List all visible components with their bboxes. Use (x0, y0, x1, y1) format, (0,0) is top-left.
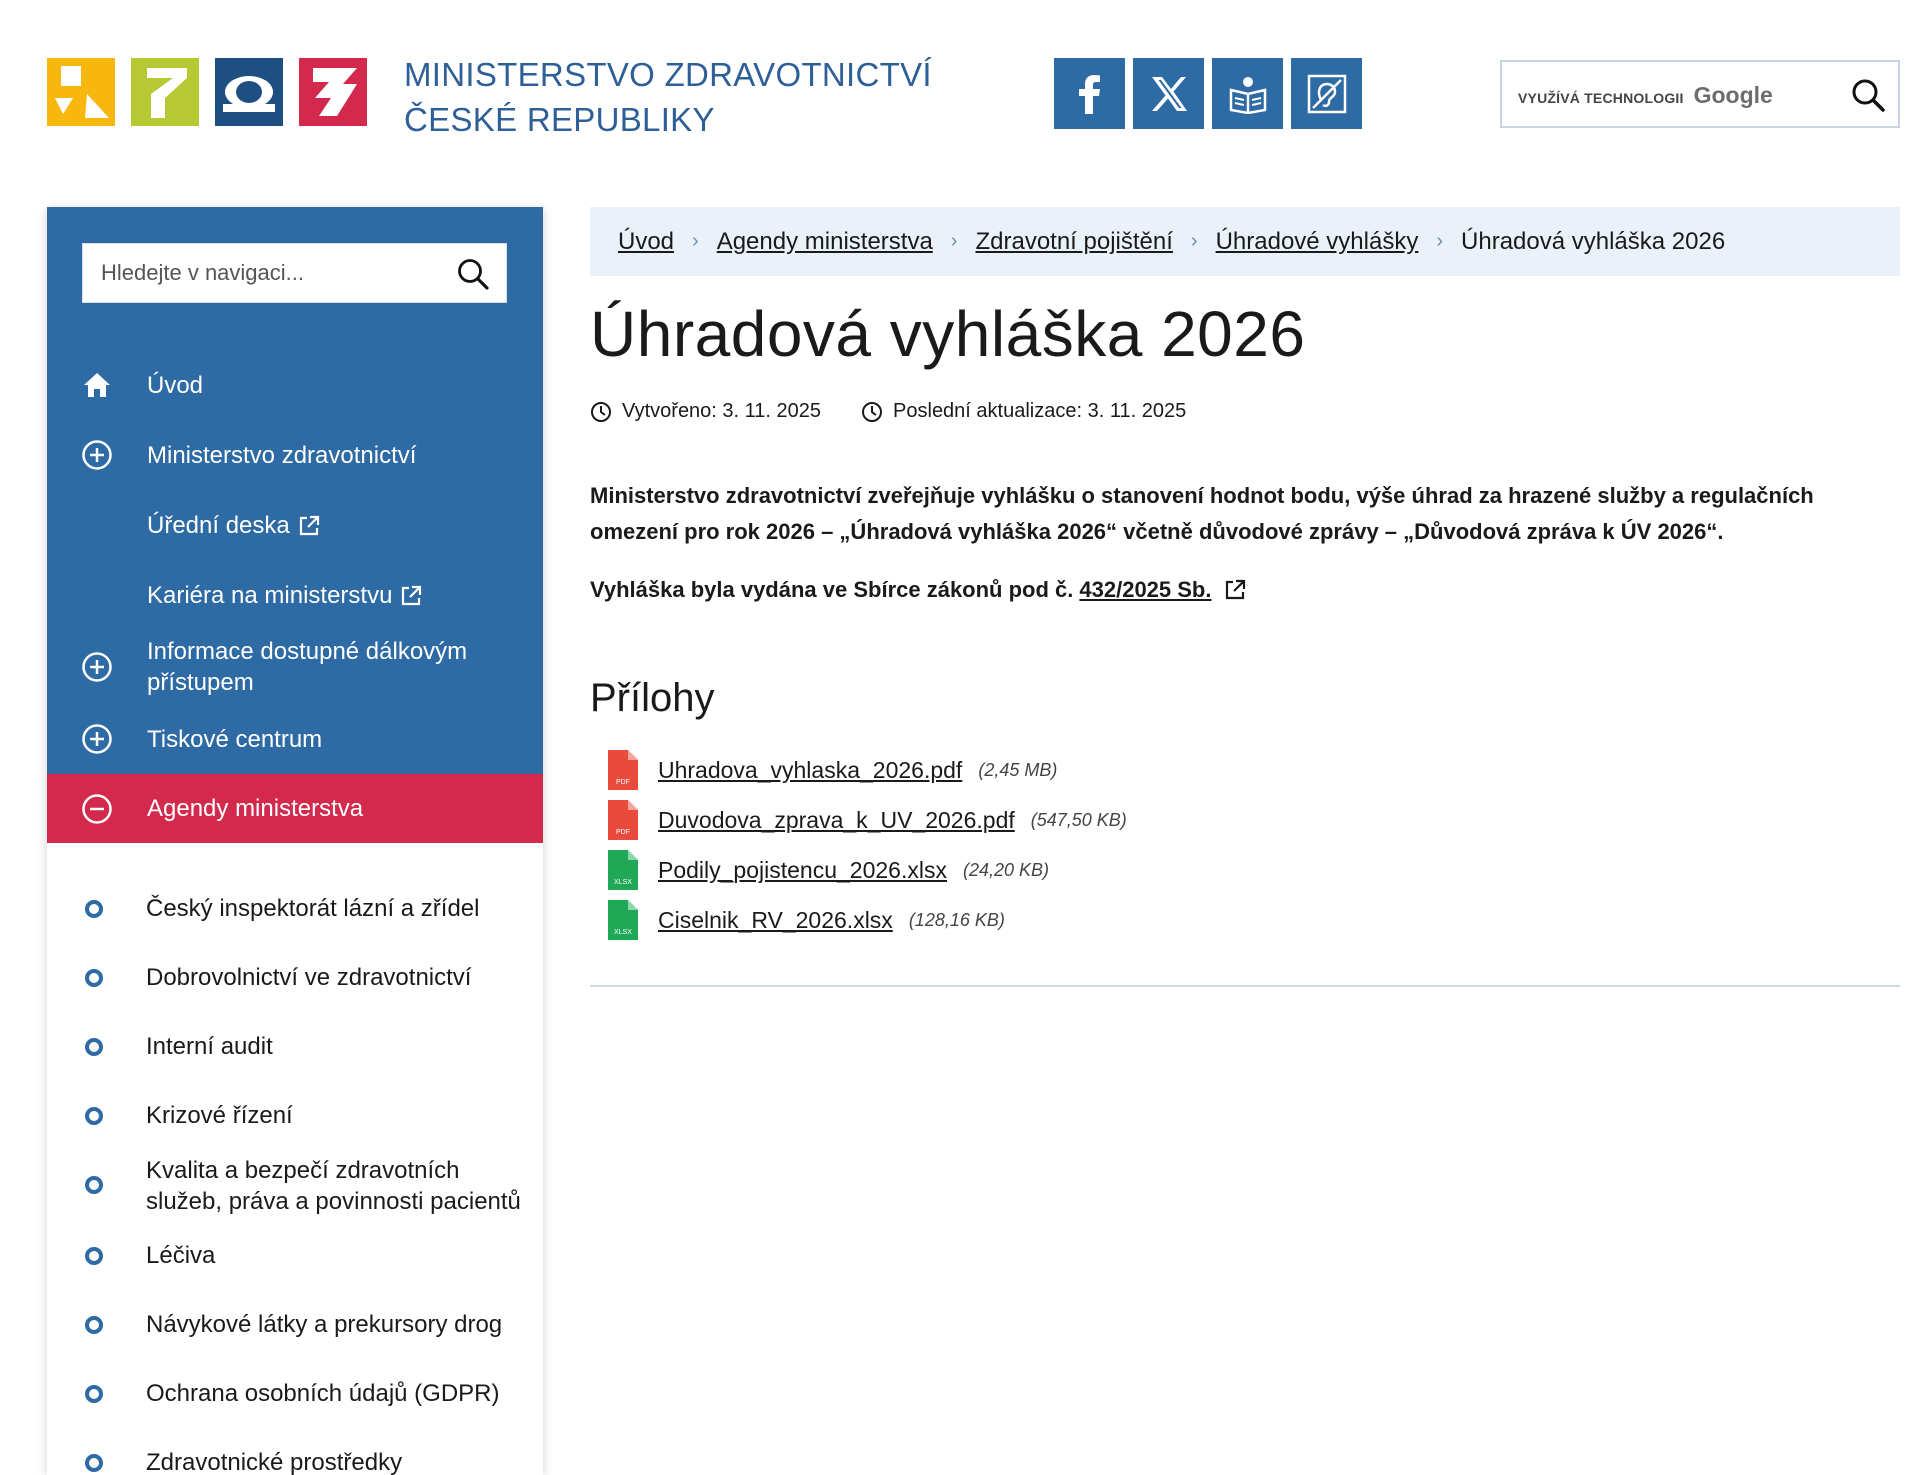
sidebar-item-label (147, 580, 422, 611)
sidebar-item-kariera[interactable] (47, 565, 543, 625)
attachment-link[interactable]: Duvodova_zprava_k_UV_2026.pdf (658, 806, 1015, 833)
chevron-right-icon: › (950, 230, 958, 252)
attachment-link[interactable]: Ciselnik_RV_2026.xlsx (658, 906, 893, 933)
external-link-icon (1224, 579, 1246, 601)
chevron-right-icon: › (1436, 230, 1444, 252)
attachment-item (608, 895, 1127, 945)
plus-circle-icon[interactable] (81, 439, 113, 471)
breadcrumb-link-uvod[interactable]: Úvod (618, 227, 675, 255)
google-logo-text: Google (1693, 82, 1773, 108)
breadcrumb-link-zdravotni-pojisteni[interactable]: Zdravotní pojištění (975, 227, 1173, 255)
sidebar-item-text: Úřední deska (147, 511, 290, 539)
sidebar-item-label: Ministerstvo zdravotnictví (147, 441, 417, 469)
breadcrumb-link-agendy[interactable]: Agendy ministerstva (716, 227, 933, 255)
ministry-logo[interactable] (47, 58, 367, 128)
updated-date-text: Poslední aktualizace: 3. 11. 2025 (893, 400, 1187, 422)
circle-bullet-icon (85, 969, 103, 987)
attachment-item (608, 745, 1127, 795)
subitem-label: Návykové látky a prekursory drog (146, 1311, 503, 1338)
external-link-icon (298, 515, 320, 537)
sidebar-item-text: Kariéra na ministerstvu (147, 581, 393, 609)
search-icon[interactable] (1850, 77, 1886, 113)
attachment-size: (128,16 KB) (908, 909, 1005, 930)
nav-search-input[interactable] (83, 244, 443, 302)
sidebar-main-menu (47, 207, 543, 843)
created-date (590, 400, 821, 423)
attachment-item (608, 795, 1127, 845)
attachment-size: (24,20 KB) (962, 859, 1050, 880)
file-type-label: PDF (616, 829, 630, 836)
circle-bullet-icon (85, 1385, 103, 1403)
minus-circle-icon[interactable] (81, 793, 113, 825)
hearing-impaired-button[interactable] (1291, 58, 1362, 129)
sidebar-item-label: Tiskové centrum (147, 725, 323, 753)
lead-paragraph: Ministerstvo zdravotnictví zveřejňuje vyhlášku o stanovení hodnot bodu, výše úhrad za hrazené služby a regulačních omezení pro rok 2026 – „Úhradová vyhláška 2026“ včetně důvodové zprávy – „Důvodová zpráva k ÚV 2026“. (590, 483, 1814, 544)
ministry-name-line2: ČESKÉ REPUBLIKY (404, 101, 715, 138)
attachment-size: (547,50 KB) (1030, 809, 1127, 830)
clock-icon (861, 401, 883, 423)
attachments-list (608, 745, 1127, 945)
ministry-name[interactable] (404, 52, 932, 142)
sidebar-item-agendy-active[interactable] (47, 774, 543, 843)
legal-reference-text: Vyhláška byla vydána ve Sbírce zákonů pod č. (590, 577, 1074, 602)
updated-date (861, 400, 1186, 423)
sidebar-navigation (47, 207, 543, 1475)
x-twitter-button[interactable] (1133, 58, 1204, 129)
powered-by-label: VYUŽÍVÁ TECHNOLOGII (1518, 90, 1684, 106)
circle-bullet-icon (85, 1316, 103, 1334)
google-branding (1518, 82, 1773, 109)
circle-bullet-icon (85, 1247, 103, 1265)
attachment-link[interactable]: Uhradova_vyhlaska_2026.pdf (658, 756, 963, 783)
attachment-link[interactable]: Podily_pojistencu_2026.xlsx (658, 856, 947, 883)
chevron-right-icon: › (1190, 230, 1198, 252)
file-type-label: XLSX (614, 879, 632, 886)
breadcrumb-link-uhradove-vyhlasky[interactable]: Úhradové vyhlášky (1215, 227, 1419, 255)
home-icon (81, 369, 113, 401)
sidebar-item-label: Informace dostupné dálkovým přístupem (147, 638, 468, 696)
sidebar-item-uvod[interactable] (47, 355, 543, 415)
breadcrumb-current: Úhradová vyhláška 2026 (1461, 227, 1726, 255)
sidebar-item-agendy[interactable] (47, 774, 543, 843)
attachments-heading: Přílohy (590, 676, 715, 720)
pdf-file-icon (608, 750, 638, 790)
attachment-size: (2,45 MB) (978, 759, 1058, 780)
clock-icon (590, 401, 612, 423)
facebook-button[interactable] (1054, 58, 1125, 129)
sidebar-item-label: Úvod (147, 371, 204, 399)
subitem-krizove-rizeni[interactable] (47, 1086, 543, 1146)
easy-read-icon (1228, 74, 1268, 114)
sidebar-item-tiskove-centrum[interactable] (47, 709, 543, 769)
subitem-zdravotnicke-prostredky[interactable] (47, 1433, 543, 1475)
subitem-label: Zdravotnické prostředky (146, 1449, 403, 1475)
subitem-cesky-inspektorat[interactable] (47, 879, 543, 939)
circle-bullet-icon (85, 1454, 103, 1472)
attachment-item (608, 845, 1127, 895)
subitem-interni-audit[interactable] (47, 1017, 543, 1077)
easy-read-button[interactable] (1212, 58, 1283, 129)
created-date-text: Vytvořeno: 3. 11. 2025 (622, 400, 822, 422)
circle-bullet-icon (85, 1176, 103, 1194)
circle-bullet-icon (85, 1107, 103, 1125)
external-link-icon (400, 585, 422, 607)
sidebar-item-label (147, 510, 320, 541)
x-twitter-icon (1150, 76, 1188, 112)
legal-reference-paragraph (590, 572, 1246, 608)
sidebar-item-label: Agendy ministerstva (147, 795, 364, 822)
xlsx-file-icon (608, 900, 638, 940)
subitem-label: Interní audit (146, 1033, 273, 1060)
subitem-gdpr[interactable] (47, 1364, 543, 1424)
page-title: Úhradová vyhláška 2026 (590, 298, 1306, 370)
content-divider (590, 985, 1900, 987)
ministry-name-line1: MINISTERSTVO ZDRAVOTNICTVÍ (404, 56, 932, 93)
sidebar-item-informace[interactable] (47, 627, 543, 707)
search-icon[interactable] (456, 257, 490, 291)
sidebar-item-uredni-deska[interactable] (47, 495, 543, 555)
page-meta (590, 400, 1186, 423)
circle-bullet-icon (85, 900, 103, 918)
subitem-label: Dobrovolnictví ve zdravotnictví (146, 964, 472, 991)
facebook-icon (1073, 74, 1107, 114)
subitem-label: Kvalita a bezpečí zdravotních služeb, práva a povinnosti pacientů (146, 1157, 521, 1215)
subitem-leciva[interactable] (47, 1226, 543, 1286)
subitem-label: Krizové řízení (146, 1102, 293, 1129)
nav-search (82, 243, 507, 303)
subitem-dobrovolnictvi[interactable] (47, 948, 543, 1008)
circle-bullet-icon (85, 1038, 103, 1056)
social-links (1054, 58, 1362, 129)
subitem-navykove-latky[interactable] (47, 1295, 543, 1355)
plus-circle-icon[interactable] (81, 723, 113, 755)
xlsx-file-icon (608, 850, 638, 890)
file-type-label: XLSX (614, 929, 632, 936)
breadcrumb (590, 207, 1900, 276)
subitem-label: Léčiva (146, 1242, 216, 1269)
file-type-label: PDF (616, 779, 630, 786)
google-site-search[interactable] (1500, 60, 1900, 128)
site-header (0, 0, 1920, 170)
legal-reference-link[interactable]: 432/2025 Sb. (1079, 577, 1212, 602)
pdf-file-icon (608, 800, 638, 840)
hearing-impaired-icon (1307, 74, 1347, 114)
plus-circle-icon[interactable] (81, 651, 113, 683)
chevron-right-icon: › (692, 230, 699, 252)
subitem-label: Český inspektorát lázní a zřídel (146, 895, 480, 922)
subitem-kvalita-bezpeci[interactable] (47, 1147, 543, 1227)
sidebar-item-ministerstvo[interactable] (47, 425, 543, 485)
subitem-label: Ochrana osobních údajů (GDPR) (146, 1380, 500, 1407)
